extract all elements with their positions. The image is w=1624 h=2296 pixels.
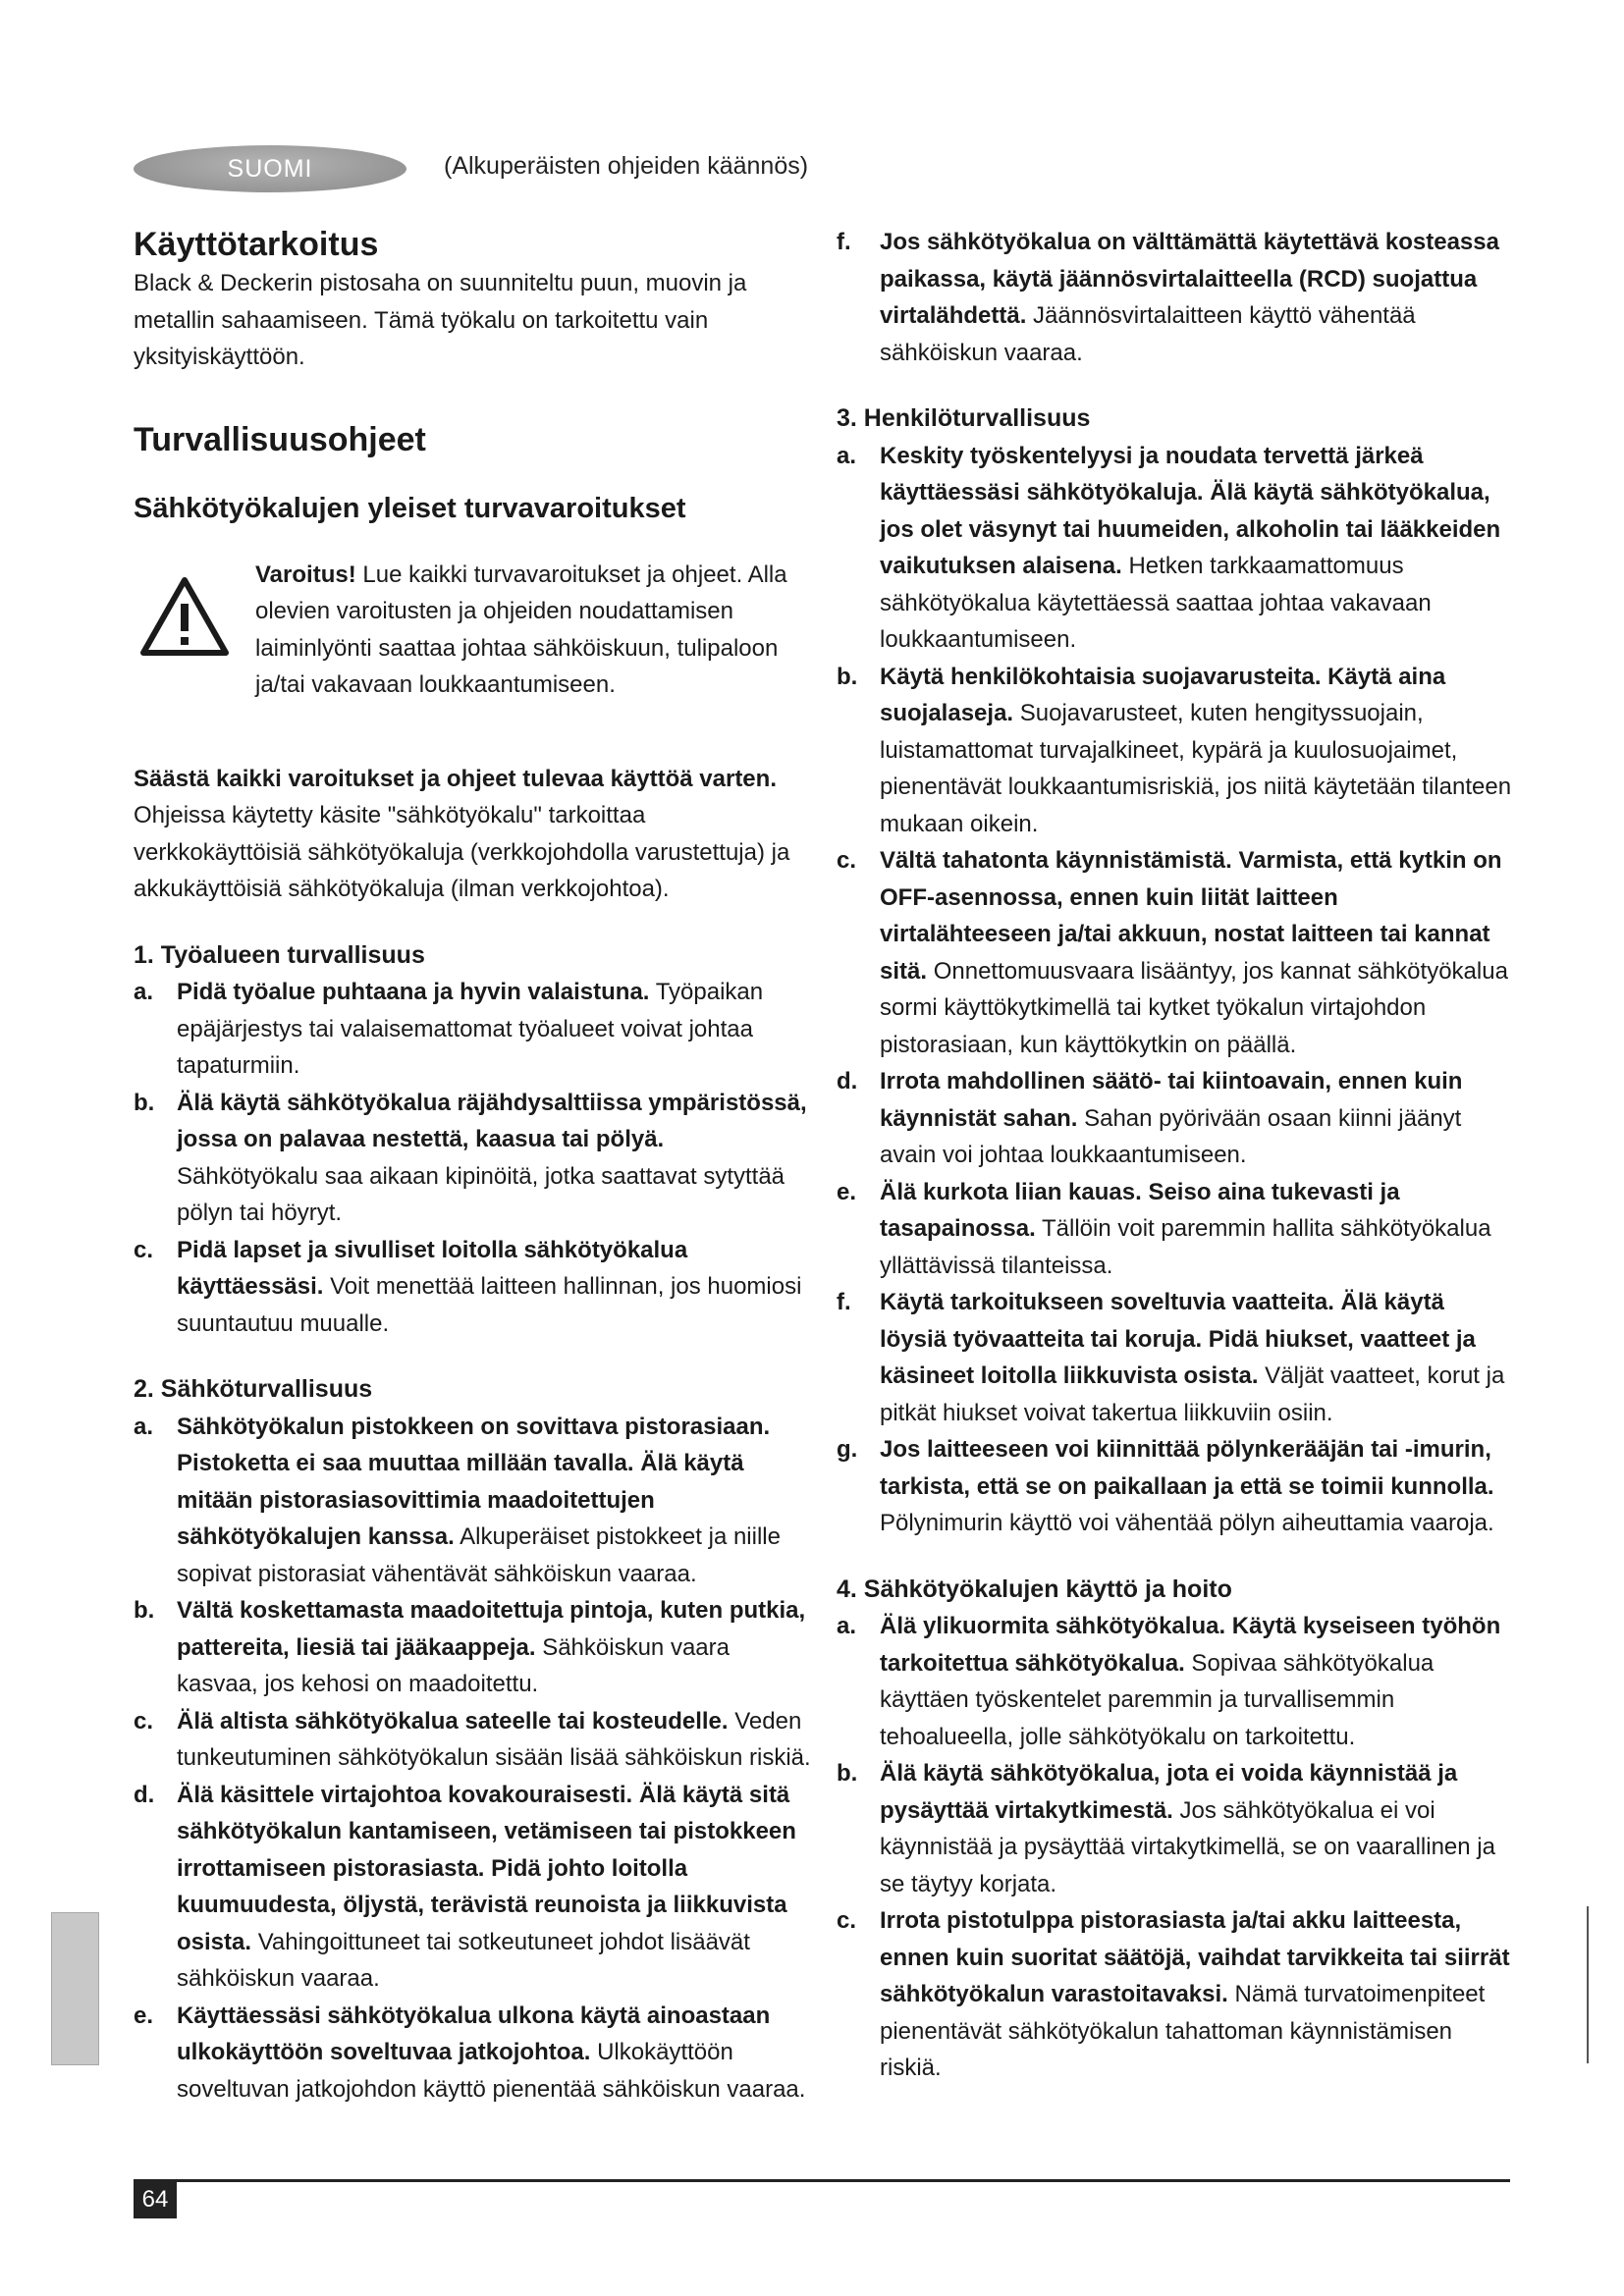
list-item: b. Vältä koskettamasta maadoitettuja pintoja, kuten putkia, pattereita, liesiä tai jääkaappeja. Sähköiskun vaara kasvaa, jos kehosi on maadoitettu. xyxy=(134,1597,806,1697)
language-badge: SUOMI xyxy=(134,145,406,192)
right-column xyxy=(837,224,1514,2087)
warning-text xyxy=(255,557,805,704)
section-tool-use-title: 4. Sähkötyökalujen käyttö ja hoito xyxy=(837,1575,1232,1603)
safety-title: Turvallisuusohjeet xyxy=(134,420,426,458)
save-instructions: Säästä kaikki varoitukset ja ohjeet tulevaa käyttöä varten. Ohjeissa käytetty käsite "sähkötyökalu" tarkoittaa verkkokäyttöisiä sähkötyökaluja (verkkojohdolla varustettuja) ja akkukäyttöisiä sähkötyökaluja (ilman verkkojohtoa). xyxy=(134,765,790,902)
warning-block xyxy=(134,557,811,743)
list-item: a. Keskity työskentelyysi ja noudata tervettä järkeä käyttäessäsi sähkötyökaluja. Älä käytä sähkötyökalua, jos olet väsynyt tai huumeiden, alkoholin tai lääkkeiden vaikutuksen alaisena. Hetken tarkkaamattomuus sähkötyökalua käytettäessä saattaa johtaa vakavaan loukkaantumiseen. xyxy=(837,442,1501,653)
warning-triangle-icon xyxy=(139,576,230,657)
list-item: b. Käytä henkilökohtaisia suojavarusteita. Käytä aina suojalaseja. Suojavarusteet, kuten hengityssuojain, luistamattomat turvajalkineet, kypärä ja kuulosuojaimet, pienentävät loukkaantumisriskiä, jos niitä käytetään tilanteen mukaan oikein. xyxy=(837,663,1512,837)
list-item: f. Jos sähkötyökalua on välttämättä käytettävä kosteassa paikassa, käytä jäännösvirtalaitteella (RCD) suojattua virtalähdettä. Jäännösvirtalaitteen käyttö vähentää sähköiskun vaaraa. xyxy=(837,229,1499,366)
list-item: a. Pidä työalue puhtaana ja hyvin valaistuna. Työpaikan epäjärjestys tai valaisemattomat työalueet voivat johtaa tapaturmiin. xyxy=(134,979,764,1079)
list-item: a. Sähkötyökalun pistokkeen on sovittava pistorasiaan. Pistoketta ei saa muuttaa millään tavalla. Älä käytä mitään pistorasiasovittimia maadoitettujen sähkötyökalujen kanssa. Alkuperäiset pistokkeet ja niille sopivat pistorasiat vähentävät sähköiskun vaaraa. xyxy=(134,1413,781,1587)
section-electrical-title: 2. Sähköturvallisuus xyxy=(134,1375,373,1403)
list-item: e. Käyttäessäsi sähkötyökalua ulkona käytä ainoastaan ulkokäyttöön soveltuvaa jatkojohtoa. Ulkokäyttöön soveltuvan jatkojohdon käyttö pienentää sähköiskun vaaraa. xyxy=(134,2002,806,2103)
list-item: c. Älä altista sähkötyökalua sateelle tai kosteudelle. Veden tunkeutuminen sähkötyökalun sisään lisää sähköiskun riskiä. xyxy=(134,1707,811,1771)
list-item: d. Irrota mahdollinen säätö- tai kiintoavain, ennen kuin käynnistät sahan. Sahan pyörivään osaan kiinni jäänyt avain voi johtaa loukkaantumiseen. xyxy=(837,1068,1463,1168)
list-item: g. Jos laitteeseen voi kiinnittää pölynkerääjän tai -imurin, tarkista, että se on paikallaan ja että se toimii kunnolla. Pölynimurin käyttö voi vähentää pölyn aiheuttamia vaaroja. xyxy=(837,1436,1494,1536)
left-column xyxy=(134,224,811,2108)
translation-subtitle: (Alkuperäisten ohjeiden käännös) xyxy=(444,152,809,180)
right-edge-rule xyxy=(1587,1906,1589,2063)
warning-label: Varoitus! xyxy=(255,561,356,588)
list-item: a. Älä ylikuormita sähkötyökalua. Käytä kyseiseen työhön tarkoitettua sähkötyökalua. Sopivaa sähkötyökalua käyttäen työskentelet paremmin ja turvallisemmin tehoalueella, jolle sähkötyökalu on tarkoitettu. xyxy=(837,1613,1501,1750)
intended-use-title: Käyttötarkoitus xyxy=(134,226,379,263)
list-item: e. Älä kurkota liian kauas. Seiso aina tukevasti ja tasapainossa. Tällöin voit paremmin hallita sähkötyökalua yllättävissä tilanteissa. xyxy=(837,1178,1491,1279)
list-item: d. Älä käsittele virtajohtoa kovakouraisesti. Älä käytä sitä sähkötyökalun kantamiseen, vetämiseen tai pistokkeen irrottamiseen pistorasiasta. Pidä johto loitolla kuumuudesta, öljystä, terävistä reunoista ja liikkuvista osista. Vahingoittuneet tai sotkeutuneet johdot lisäävät sähköiskun vaaraa. xyxy=(134,1781,796,1992)
side-thumb-tab xyxy=(51,1912,99,2065)
intended-use-text: Black & Deckerin pistosaha on suunniteltu puun, muovin ja metallin sahaamiseen. Tämä työkalu on tarkoitettu vain yksityiskäyttöön. xyxy=(134,270,747,370)
list-item: c. Irrota pistotulppa pistorasiasta ja/tai akku laitteesta, ennen kuin suoritat säätöjä, vaihdat tarvikkeita tai siirrät sähkötyökalun varastoitavaksi. Nämä turvatoimenpiteet pienentävät sähkötyökalun tahattoman käynnistämisen riskiä. xyxy=(837,1907,1510,2081)
list-item: c. Vältä tahatonta käynnistämistä. Varmista, että kytkin on OFF-asennossa, ennen kuin liität laitteen virtalähteeseen ja/tai akkuun, nostat laitteen tai kannat sitä. Onnettomuusvaara lisääntyy, jos kannat sähkötyökalua sormi käyttökytkimellä tai kytket työkalun virtajohdon pistorasiaan, kun käyttökytkin on päällä. xyxy=(837,847,1508,1058)
list-item: c. Pidä lapset ja sivulliset loitolla sähkötyökalua käyttäessäsi. Voit menettää laitteen hallinnan, jos huomiosi suuntautuu muualle. xyxy=(134,1236,802,1337)
section-work-area-title: 1. Työalueen turvallisuus xyxy=(134,940,425,969)
section-personal-safety-title: 3. Henkilöturvallisuus xyxy=(837,404,1091,432)
list-item: f. Käytä tarkoitukseen soveltuvia vaatteita. Älä käytä löysiä työvaatteita tai koruja. Pidä hiukset, vaatteet ja käsineet loitolla liikkuvista osista. Väljät vaatteet, korut ja pitkät hiukset voivat takertua liikkuviin osiin. xyxy=(837,1289,1505,1426)
general-warnings-title: Sähkötyökalujen yleiset turvavaroitukset xyxy=(134,492,686,524)
page-number: 64 xyxy=(134,2181,177,2218)
warning-body: Lue kaikki turvavaroitukset ja ohjeet. Alla olevien varoitusten ja ohjeiden noudattamisen laiminlyönti saattaa johtaa sähköiskuun, tulipaloon ja/tai vakavaan loukkaantumiseen. xyxy=(255,561,787,698)
footer-rule xyxy=(134,2179,1510,2182)
list-item: b. Älä käytä sähkötyökalua räjähdysalttiissa ympäristössä, jossa on palavaa nestettä, kaasua tai pölyä. Sähkötyökalu saa aikaan kipinöitä, jotka saattavat sytyttää pölyn tai höyryt. xyxy=(134,1089,807,1226)
list-item: b. Älä käytä sähkötyökalua, jota ei voida käynnistää ja pysäyttää virtakytkimestä. Jos sähkötyökalua ei voi käynnistää ja pysäyttää virtakytkimellä, se on vaarallinen ja se täytyy korjata. xyxy=(837,1760,1495,1897)
